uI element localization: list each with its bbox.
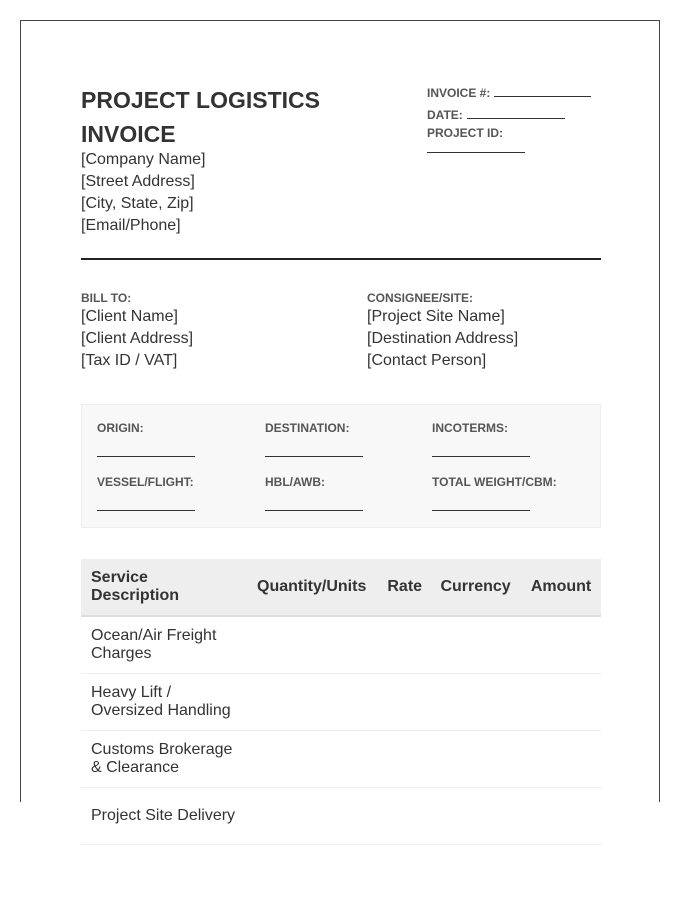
invoice-title: PROJECT LOGISTICS INVOICE (81, 87, 320, 147)
contact-person: [Contact Person] (367, 352, 487, 369)
origin-label: ORIGIN: (97, 421, 144, 435)
table-row (81, 616, 601, 674)
incoterms-field (432, 421, 508, 435)
header-divider (81, 258, 601, 260)
amount-cell[interactable] (521, 674, 601, 731)
currency-cell[interactable] (430, 616, 521, 674)
weight-label: TOTAL WEIGHT/CBM: (432, 475, 557, 489)
currency-cell[interactable] (430, 788, 521, 845)
currency-cell[interactable] (430, 674, 521, 731)
currency-cell[interactable] (430, 731, 521, 788)
client-address: [Client Address] (81, 330, 194, 347)
site-name: [Project Site Name] (367, 308, 505, 325)
vessel-line[interactable] (97, 510, 195, 511)
service-description-cell: Project Site Delivery (81, 788, 244, 845)
bill-to-block (81, 291, 193, 372)
invoice-page (20, 20, 660, 824)
destination-label: DESTINATION: (265, 421, 350, 435)
destination-field (265, 421, 349, 435)
company-block (81, 149, 206, 237)
date-field[interactable] (467, 107, 565, 119)
vessel-field (97, 475, 194, 489)
service-description-cell: Ocean/Air Freight Charges (81, 616, 244, 674)
header-service-description: Service Description (81, 559, 244, 616)
service-description-cell: Customs Brokerage & Clearance (81, 731, 244, 788)
incoterms-label: INCOTERMS: (432, 421, 508, 435)
destination-line[interactable] (265, 456, 363, 457)
consignee-block (367, 291, 518, 372)
table-row (81, 731, 601, 788)
hbl-line[interactable] (265, 510, 363, 511)
project-id-label: PROJECT ID: (427, 126, 504, 140)
incoterms-line[interactable] (432, 456, 530, 457)
shipment-details-box (81, 404, 601, 528)
amount-cell[interactable] (521, 788, 601, 845)
company-name: [Company Name] (81, 151, 206, 168)
consignee-label: CONSIGNEE/SITE: (367, 291, 474, 305)
project-id-row (427, 126, 503, 140)
amount-cell[interactable] (521, 616, 601, 674)
table-header-row (81, 559, 601, 616)
company-contact: [Email/Phone] (81, 217, 181, 234)
origin-field (97, 421, 144, 435)
company-street: [Street Address] (81, 173, 195, 190)
client-tax-id: [Tax ID / VAT] (81, 352, 178, 369)
weight-line[interactable] (432, 510, 530, 511)
header-amount: Amount (521, 559, 601, 616)
vessel-label: VESSEL/FLIGHT: (97, 475, 194, 489)
quantity-cell[interactable] (244, 674, 379, 731)
rate-cell[interactable] (379, 731, 430, 788)
project-id-field[interactable] (427, 141, 525, 153)
invoice-number-field[interactable] (494, 85, 591, 97)
services-table (81, 559, 601, 845)
destination-address: [Destination Address] (367, 330, 519, 347)
table-row (81, 674, 601, 731)
origin-line[interactable] (97, 456, 195, 457)
date-label: DATE: (427, 108, 463, 122)
rate-cell[interactable] (379, 674, 430, 731)
hbl-label: HBL/AWB: (265, 475, 325, 489)
quantity-cell[interactable] (244, 616, 379, 674)
header-rate: Rate (379, 559, 430, 616)
service-description-cell: Heavy Lift / Oversized Handling (81, 674, 244, 731)
quantity-cell[interactable] (244, 788, 379, 845)
rate-cell[interactable] (379, 616, 430, 674)
table-row (81, 788, 601, 845)
header-quantity: Quantity/Units (244, 559, 379, 616)
rate-cell[interactable] (379, 788, 430, 845)
company-city: [City, State, Zip] (81, 195, 194, 212)
weight-field (432, 475, 557, 489)
invoice-number-row (427, 85, 591, 100)
amount-cell[interactable] (521, 731, 601, 788)
date-row (427, 107, 565, 122)
invoice-number-label: INVOICE #: (427, 86, 491, 100)
bill-to-label: BILL TO: (81, 291, 132, 305)
client-name: [Client Name] (81, 308, 178, 325)
header-currency: Currency (430, 559, 521, 616)
quantity-cell[interactable] (244, 731, 379, 788)
services-table-wrap (81, 559, 601, 845)
hbl-field (265, 475, 325, 489)
